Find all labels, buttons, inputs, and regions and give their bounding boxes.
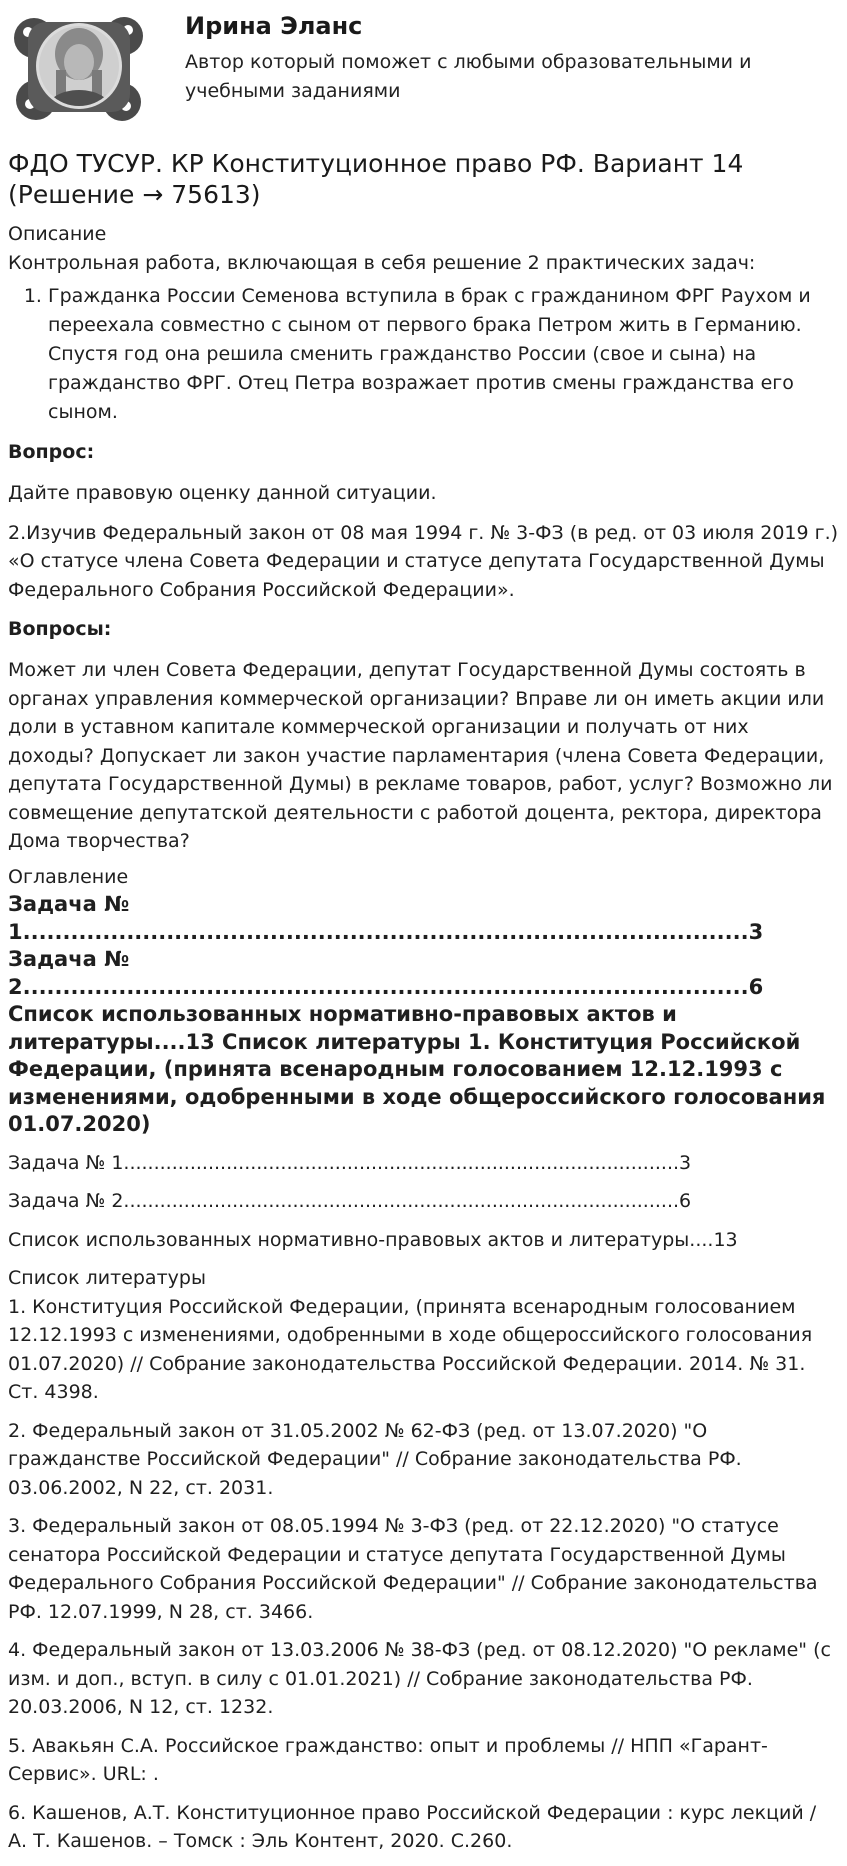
toc-item-3: Список использованных нормативно-правовых актов и литературы....13 [8,1228,738,1251]
references-label: Список литературы [8,1267,206,1289]
reference-item: 6. Кашенов, А.Т. Конституционное право Российской Федерации : курс лекций / А. Т. Кашенов. – Томск : Эль Контент, 2020. С.260. [8,1801,817,1852]
questions-label: Вопросы: [8,618,112,640]
reference-item: 5. Авакьян С.А. Российское гражданство: опыт и проблемы // НПП «Гарант-Сервис». URL: . [8,1734,768,1785]
author-avatar[interactable] [6,8,152,126]
toc-item-2: Задача № 2............................................................................................6 [8,1190,692,1212]
question-label: Вопрос: [8,441,95,463]
author-name[interactable]: Ирина Эланс [185,12,363,40]
document-content [8,148,840,1866]
reference-item: 4. Федеральный закон от 13.03.2006 № 38-ФЗ (ред. от 08.12.2020) "О рекламе" (с изм. и доп., вступ. в силу с 01.01.2021) // Собрание законодательства РФ. 20.03.2006, N 12, ст. 1232. [8,1639,831,1718]
author-description: Автор который поможет с любыми образовательными и учебными заданиями [185,51,752,102]
reference-item: 3. Федеральный закон от 08.05.1994 № 3-ФЗ (ред. от 22.12.2020) "О статусе сенатора Российской Федерации и статусе депутата Государственной Думы Федерального Собрания Российской Федерации" // Собрание законодательства РФ. 12.07.1999, N 28, ст. 3466. [8,1515,818,1623]
questions-2: Может ли член Совета Федерации, депутат Государственной Думы состоять в органах управления коммерческой организации? Вправе ли он иметь акции или доли в уставном капитале коммерческой организации и получать от них доходы? Допускает ли закон участие парламентария (члена Совета Федерации, депутата Государственной Думы) в рекламе товаров, работ, услуг? Возможно ли совмещение депутатской деятельности с работой доцента, ректора, директора Дома творчества? [8,659,833,852]
task-1: 1. Гражданка России Семенова вступила в брак с гражданином ФРГ Раухом и переехала совместно с сыном от первого брака Петром жить в Германию. Спустя год она решила сменить гражданство России (свое и сына) на гражданство ФРГ. Отец Петра возражает против смены гражданства его сыном. [48,282,840,427]
reference-item: 2. Федеральный закон от 31.05.2002 № 62-ФЗ (ред. от 13.07.2020) "О гражданстве Российской Федерации" // Собрание законодательства РФ. 03.06.2002, N 22, ст. 2031. [8,1419,742,1499]
references [8,1264,840,1856]
avatar-film-frame-icon [6,8,152,126]
toc-label: Оглавление [8,865,129,888]
task-2: 2.Изучив Федеральный закон от 08 мая 1994 г. № 3-ФЗ (в ред. от 03 июля 2019 г.) «О статусе члена Совета Федерации и статусе депутата Государственной Думы Федерального Собрания Российской Федерации». [8,521,839,601]
description-intro: Контрольная работа, включающая в себя решение 2 практических задач: [8,251,756,274]
document-title: ФДО ТУСУР. КР Конституционное право РФ. Вариант 14 (Решение → 75613) [8,149,744,209]
description-label: Описание [8,223,107,245]
question-1: Дайте правовую оценку данной ситуации. [8,482,437,504]
author-header [0,0,847,135]
reference-item: 1. Конституция Российской Федерации, (принята всенародным голосованием 12.12.1993 с изменениями, одобренными в ходе общероссийского голосования 01.07.2020) // Собрание законодательства Российской Федерации. 2014. № 31. Ст. 4398. [8,1295,813,1403]
toc-bold-block: Задача № 1...........................................................................................3 Задача № 2...........................................................................................6 Список использованных нормативно-правовых актов и литературы....13 Список литературы 1. Конституция Российской Федерации, (принята всенародным голосованием 12.12.1993 с изменениями, одобренными в ходе общероссийского голосования 01.07.2020) [8,892,826,1136]
task-list [8,282,840,427]
toc-item-1: Задача № 1............................................................................................3 [8,1151,692,1174]
